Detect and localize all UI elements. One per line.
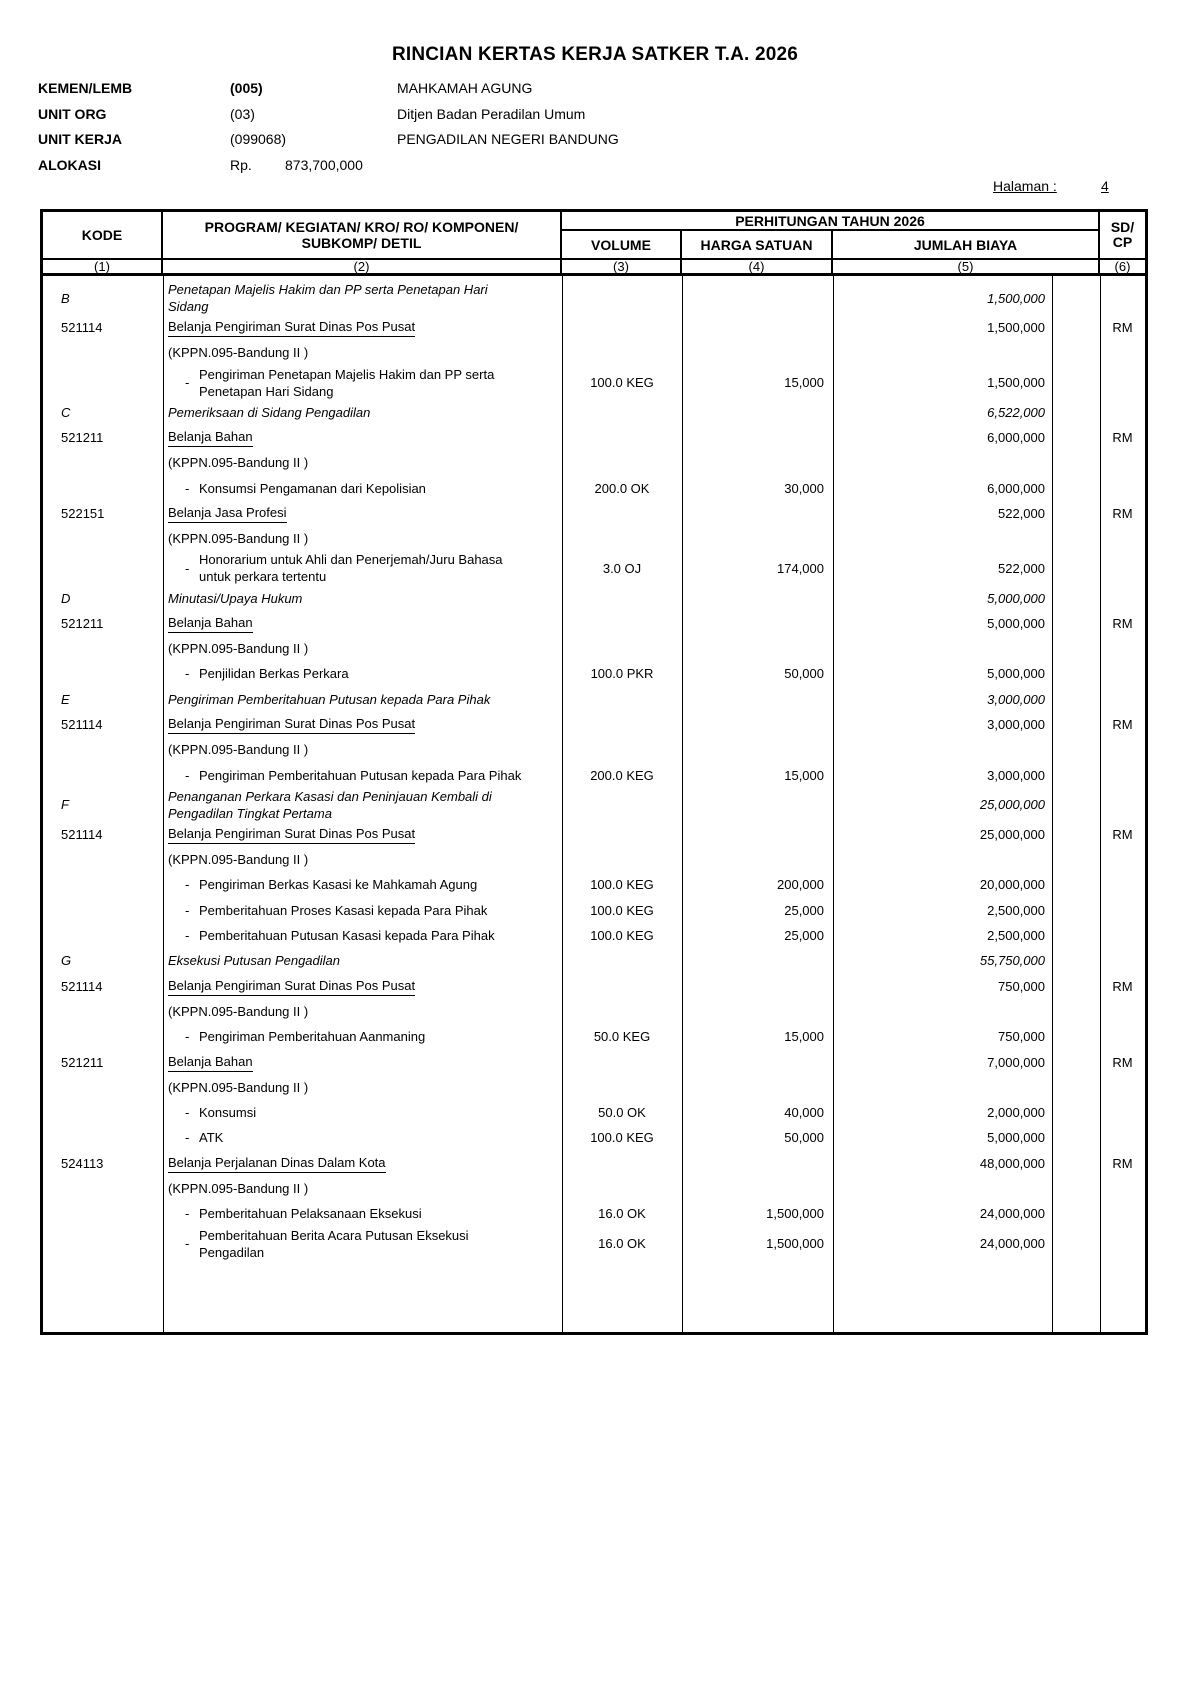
table-row	[43, 872, 1145, 897]
table-header	[43, 212, 1145, 258]
kode-cell: F	[61, 797, 69, 813]
header-sdcp	[1100, 212, 1145, 258]
jumlah-biaya-cell: 7,000,000	[987, 1054, 1045, 1070]
uraian-text: Belanja Pengiriman Surat Dinas Pos Pusat	[168, 318, 415, 337]
detail-text: Pengiriman Penetapan Majelis Hakim dan PP serta Penetapan Hari Sidang	[199, 366, 495, 399]
meta-code: (099068)	[230, 131, 287, 147]
harga-satuan-cell: 15,000	[784, 767, 824, 783]
harga-satuan-cell: 15,000	[784, 1029, 824, 1045]
meta-value: Ditjen Badan Peradilan Umum	[397, 105, 586, 122]
detail-text: Konsumsi	[199, 1105, 257, 1121]
uraian-cell	[163, 551, 562, 585]
meta-value: PENGADILAN NEGERI BANDUNG	[397, 131, 619, 147]
jumlah-biaya-cell: 750,000	[998, 978, 1045, 994]
uraian-cell	[163, 1227, 562, 1261]
detail-text: Pemberitahuan Proses Kasasi kepada Para Pihak	[199, 902, 488, 918]
header-volume: VOLUME	[562, 231, 682, 258]
table-row	[43, 475, 1145, 500]
jumlah-biaya-cell: 48,000,000	[979, 1155, 1045, 1171]
uraian-text: (KPPN.095-Bandung II )	[168, 852, 309, 868]
uraian-cell	[163, 788, 562, 822]
jumlah-biaya-cell: 25,000,000	[979, 826, 1045, 842]
table-row	[43, 1049, 1145, 1074]
uraian-text: Penetapan Majelis Hakim dan PP serta Penetapan Hari Sidang	[168, 282, 488, 314]
uraian-text: (KPPN.095-Bandung II )	[168, 531, 309, 547]
dash-bullet: -	[185, 666, 190, 682]
uraian-text: Belanja Pengiriman Surat Dinas Pos Pusat	[168, 825, 415, 844]
uraian-cell	[163, 1129, 562, 1146]
table-row	[43, 1176, 1145, 1201]
header-jumlah-biaya: JUMLAH BIAYA	[913, 236, 1018, 253]
uraian-text: (KPPN.095-Bandung II )	[168, 1181, 309, 1197]
table-row	[43, 585, 1145, 610]
kode-cell: 521211	[61, 1054, 104, 1070]
sdcp-cell: RM	[1112, 717, 1133, 732]
meta-row-unitorg	[38, 102, 619, 128]
table-row	[43, 1100, 1145, 1125]
uraian-text: (KPPN.095-Bandung II )	[168, 1003, 309, 1019]
page-number-row	[0, 178, 1190, 196]
meta-label: KEMEN/LEMB	[38, 80, 133, 96]
kode-cell: D	[61, 590, 71, 606]
jumlah-biaya-cell: 6,522,000	[987, 404, 1045, 420]
volume-cell: 100.0 KEG	[590, 375, 654, 391]
uraian-cell	[163, 404, 562, 421]
dash-bullet: -	[185, 1206, 190, 1222]
dash-bullet: -	[185, 1130, 190, 1146]
volume-cell: 100.0 KEG	[590, 877, 654, 893]
kode-cell: 521211	[61, 430, 104, 446]
table-row	[43, 526, 1145, 551]
sdcp-cell: RM	[1112, 505, 1133, 521]
table-row	[43, 687, 1145, 712]
meta-row-kemenlemb	[38, 76, 619, 102]
worksheet-table	[40, 209, 1148, 1335]
kode-cell: G	[61, 953, 72, 969]
kode-cell: 521114	[61, 978, 103, 994]
dash-bullet: -	[185, 1029, 190, 1045]
table-row	[43, 999, 1145, 1024]
page-number-label: Halaman :	[993, 178, 1057, 194]
table-row	[43, 281, 1145, 315]
table-row	[43, 551, 1145, 585]
table-row	[43, 1024, 1145, 1049]
uraian-text: Penanganan Perkara Kasasi dan Peninjauan Kembali di Pengadilan Tingkat Pertama	[168, 788, 492, 821]
harga-satuan-cell: 25,000	[784, 928, 824, 944]
uraian-text: Belanja Bahan	[168, 1053, 253, 1072]
uraian-cell	[163, 428, 562, 447]
header-kode: KODE	[43, 212, 163, 258]
uraian-cell	[163, 1205, 562, 1222]
harga-satuan-cell: 1,500,000	[766, 1236, 824, 1251]
uraian-cell	[163, 902, 562, 919]
colnum-2: (2)	[163, 260, 562, 273]
uraian-cell	[163, 665, 562, 682]
dash-bullet: -	[185, 560, 190, 576]
uraian-cell	[163, 590, 562, 607]
jumlah-biaya-cell: 5,000,000	[987, 615, 1045, 631]
uraian-cell	[163, 1154, 562, 1173]
jumlah-biaya-cell: 2,500,000	[987, 902, 1045, 918]
meta-code: (03)	[230, 105, 255, 122]
jumlah-biaya-cell: 5,000,000	[987, 666, 1045, 682]
kode-cell: 521211	[61, 615, 104, 631]
table-row	[43, 898, 1145, 923]
volume-cell: 100.0 KEG	[590, 902, 654, 918]
uraian-text: Belanja Bahan	[168, 428, 253, 447]
uraian-cell	[163, 318, 562, 337]
jumlah-biaya-cell: 2,000,000	[987, 1105, 1045, 1121]
uraian-cell	[163, 1028, 562, 1045]
meta-label: UNIT ORG	[38, 105, 107, 122]
uraian-cell	[163, 715, 562, 734]
uraian-cell	[163, 366, 562, 400]
meta-row-alokasi	[38, 153, 619, 179]
jumlah-biaya-cell: 3,000,000	[987, 717, 1045, 732]
meta-row-unitkerja	[38, 127, 619, 153]
table-row	[43, 1125, 1145, 1150]
table-row	[43, 400, 1145, 425]
detail-text: Penjilidan Berkas Perkara	[199, 666, 349, 682]
volume-cell: 200.0 OK	[594, 480, 650, 496]
uraian-cell	[163, 741, 562, 758]
table-row	[43, 712, 1145, 737]
kode-cell: E	[61, 691, 70, 707]
jumlah-biaya-cell: 5,000,000	[987, 590, 1045, 606]
uraian-cell	[163, 1079, 562, 1096]
table-row	[43, 425, 1145, 450]
sdcp-cell: RM	[1112, 1054, 1133, 1070]
detail-text: Pengiriman Pemberitahuan Aanmaning	[199, 1029, 426, 1045]
uraian-cell	[163, 851, 562, 868]
table-row	[43, 948, 1145, 973]
table-row	[43, 974, 1145, 999]
colnum-5: (5)	[833, 260, 1100, 273]
harga-satuan-cell: 174,000	[777, 560, 824, 576]
colnum-3: (3)	[562, 260, 682, 273]
uraian-text: Belanja Bahan	[168, 614, 253, 633]
dash-bullet: -	[185, 902, 190, 918]
table-row	[43, 737, 1145, 762]
jumlah-biaya-cell: 6,000,000	[987, 480, 1045, 496]
uraian-text: Pemeriksaan di Sidang Pengadilan	[168, 404, 371, 420]
dash-bullet: -	[185, 877, 190, 893]
kode-cell: 521114	[61, 717, 103, 732]
jumlah-biaya-cell: 1,500,000	[987, 320, 1045, 336]
uraian-text: Eksekusi Putusan Pengadilan	[168, 953, 341, 969]
sdcp-cell: RM	[1112, 320, 1133, 336]
kode-cell: 521114	[61, 320, 103, 336]
kode-cell: 522151	[61, 505, 105, 521]
colnum-1: (1)	[43, 260, 163, 273]
meta-label: UNIT KERJA	[38, 131, 123, 147]
detail-text: Honorarium untuk Ahli dan Penerjemah/Juru Bahasa untuk perkara tertentu	[199, 552, 503, 585]
jumlah-biaya-cell: 3,000,000	[987, 691, 1045, 707]
uraian-cell	[163, 480, 562, 497]
jumlah-biaya-cell: 2,500,000	[987, 928, 1045, 944]
uraian-cell	[163, 825, 562, 844]
colnum-4: (4)	[682, 260, 833, 273]
detail-text: Pemberitahuan Pelaksanaan Eksekusi	[199, 1206, 422, 1222]
header-perhitungan: PERHITUNGAN TAHUN 2026	[562, 212, 1098, 231]
jumlah-biaya-cell: 6,000,000	[987, 430, 1045, 446]
table-row	[43, 762, 1145, 787]
volume-cell: 100.0 KEG	[590, 928, 654, 944]
uraian-text: (KPPN.095-Bandung II )	[168, 455, 309, 471]
uraian-cell	[163, 640, 562, 657]
volume-cell: 200.0 KEG	[590, 767, 654, 783]
table-rows	[43, 281, 1145, 1261]
uraian-text: (KPPN.095-Bandung II )	[168, 1079, 309, 1095]
uraian-cell	[163, 1053, 562, 1072]
uraian-cell	[163, 1104, 562, 1121]
table-row	[43, 1201, 1145, 1226]
uraian-text: (KPPN.095-Bandung II )	[168, 345, 309, 361]
table-row	[43, 1151, 1145, 1176]
volume-cell: 3.0 OJ	[602, 560, 642, 576]
uraian-cell	[163, 454, 562, 471]
dash-bullet: -	[185, 928, 190, 944]
currency-label: Rp.	[230, 156, 252, 173]
uraian-text: (KPPN.095-Bandung II )	[168, 742, 309, 758]
jumlah-biaya-cell: 1,500,000	[987, 375, 1045, 391]
colnum-6: (6)	[1114, 259, 1131, 274]
uraian-text: Belanja Perjalanan Dinas Dalam Kota	[168, 1154, 386, 1173]
header-harga-satuan: HARGA SATUAN	[682, 231, 833, 258]
jumlah-biaya-cell: 25,000,000	[979, 797, 1045, 813]
table-row	[43, 340, 1145, 365]
uraian-cell	[163, 344, 562, 361]
harga-satuan-cell: 1,500,000	[766, 1206, 824, 1222]
uraian-text: Belanja Pengiriman Surat Dinas Pos Pusat	[168, 715, 415, 734]
table-row	[43, 923, 1145, 948]
jumlah-biaya-cell: 522,000	[998, 560, 1045, 576]
detail-text: Pemberitahuan Putusan Kasasi kepada Para Pihak	[199, 928, 495, 944]
detail-text: Pengiriman Pemberitahuan Putusan kepada Para Pihak	[199, 767, 522, 783]
page-number-value: 4	[1101, 178, 1109, 194]
detail-text: ATK	[199, 1130, 224, 1146]
detail-text: Pemberitahuan Berita Acara Putusan Eksekusi Pengadilan	[199, 1227, 469, 1260]
table-row	[43, 822, 1145, 847]
jumlah-biaya-cell: 24,000,000	[979, 1236, 1045, 1251]
table-row	[43, 788, 1145, 822]
uraian-cell	[163, 614, 562, 633]
header-perhitungan-subrow	[562, 231, 1098, 258]
kode-cell: 521114	[61, 826, 103, 842]
jumlah-biaya-cell: 55,750,000	[979, 953, 1045, 969]
sdcp-cell: RM	[1112, 1155, 1133, 1171]
header-cp: CP	[1112, 234, 1133, 250]
uraian-text: Belanja Jasa Profesi	[168, 504, 287, 523]
jumlah-biaya-cell: 1,500,000	[987, 290, 1045, 306]
table-row	[43, 611, 1145, 636]
header-program-text: PROGRAM/ KEGIATAN/ KRO/ RO/ KOMPONEN/ SUBKOMP/ DETIL	[204, 219, 519, 251]
table-body	[43, 276, 1145, 1332]
table-row	[43, 315, 1145, 340]
table-row	[43, 1075, 1145, 1100]
table-row	[43, 661, 1145, 686]
harga-satuan-cell: 50,000	[784, 666, 824, 682]
uraian-cell	[163, 504, 562, 523]
table-row	[43, 366, 1145, 400]
harga-satuan-cell: 25,000	[784, 902, 824, 918]
allocation-amount: 873,700,000	[285, 156, 363, 173]
uraian-cell	[163, 767, 562, 784]
uraian-cell	[163, 927, 562, 944]
harga-satuan-cell: 15,000	[784, 375, 824, 391]
meta-value: MAHKAMAH AGUNG	[397, 80, 533, 96]
kode-cell: B	[61, 290, 70, 306]
table-row	[43, 636, 1145, 661]
dash-bullet: -	[185, 480, 190, 496]
jumlah-biaya-cell: 522,000	[998, 505, 1045, 521]
table-row	[43, 1227, 1145, 1261]
uraian-cell	[163, 876, 562, 893]
page-title: RINCIAN KERTAS KERJA SATKER T.A. 2026	[391, 44, 799, 65]
jumlah-biaya-cell: 750,000	[998, 1029, 1045, 1045]
dash-bullet: -	[185, 375, 190, 391]
sdcp-cell: RM	[1112, 430, 1133, 446]
header-program	[163, 212, 562, 258]
table-row	[43, 450, 1145, 475]
jumlah-biaya-cell: 24,000,000	[979, 1206, 1045, 1222]
uraian-text: Minutasi/Upaya Hukum	[168, 590, 303, 606]
uraian-text: Belanja Pengiriman Surat Dinas Pos Pusat	[168, 977, 415, 996]
volume-cell: 50.0 KEG	[593, 1029, 651, 1045]
harga-satuan-cell: 40,000	[784, 1105, 824, 1121]
jumlah-biaya-cell: 3,000,000	[987, 767, 1045, 783]
table-row	[43, 847, 1145, 872]
uraian-cell	[163, 281, 562, 315]
jumlah-biaya-cell: 20,000,000	[979, 877, 1045, 893]
harga-satuan-cell: 30,000	[784, 480, 824, 496]
dash-bullet: -	[185, 1105, 190, 1121]
meta-code: (005)	[230, 80, 263, 96]
table-row	[43, 501, 1145, 526]
uraian-cell	[163, 977, 562, 996]
uraian-cell	[163, 691, 562, 708]
uraian-cell	[163, 952, 562, 969]
uraian-cell	[163, 1180, 562, 1197]
meta-label: ALOKASI	[38, 156, 101, 173]
satker-meta	[38, 76, 619, 178]
dash-bullet: -	[185, 767, 190, 783]
sdcp-cell: RM	[1112, 826, 1133, 842]
volume-cell: 100.0 KEG	[590, 1130, 654, 1146]
detail-text: Konsumsi Pengamanan dari Kepolisian	[199, 480, 426, 496]
harga-satuan-cell: 200,000	[777, 877, 824, 893]
volume-cell: 100.0 PKR	[590, 666, 654, 682]
volume-cell: 16.0 OK	[598, 1236, 646, 1251]
kode-cell: C	[61, 404, 71, 420]
uraian-text: (KPPN.095-Bandung II )	[168, 641, 309, 657]
kode-cell: 524113	[61, 1155, 104, 1171]
volume-cell: 16.0 OK	[598, 1206, 646, 1222]
sdcp-cell: RM	[1112, 615, 1133, 631]
sdcp-cell: RM	[1112, 978, 1133, 994]
volume-cell: 50.0 OK	[598, 1105, 646, 1121]
uraian-text: Pengiriman Pemberitahuan Putusan kepada Para Pihak	[168, 691, 491, 707]
harga-satuan-cell: 50,000	[784, 1130, 824, 1146]
detail-text: Pengiriman Berkas Kasasi ke Mahkamah Agung	[199, 877, 478, 893]
header-perhitungan-group	[562, 212, 1100, 258]
header-sd: SD/	[1110, 219, 1135, 235]
column-number-row	[43, 258, 1145, 276]
jumlah-biaya-cell: 5,000,000	[987, 1130, 1045, 1146]
dash-bullet: -	[185, 1236, 190, 1251]
uraian-cell	[163, 530, 562, 547]
uraian-cell	[163, 1003, 562, 1020]
